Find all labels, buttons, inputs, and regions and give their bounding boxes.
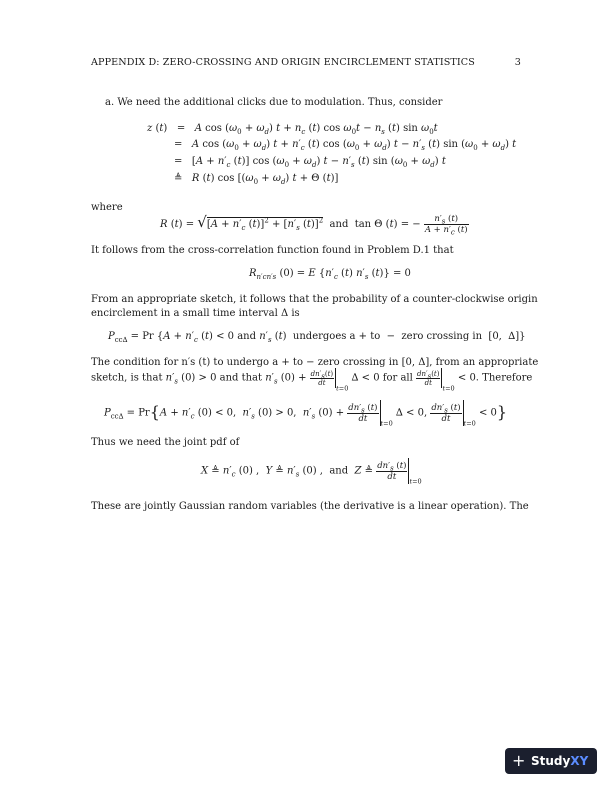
- eq-line-3: = [$A + n'_c$ (t)] $\cos (\omega_0 + \omega_d) t - n'_s$ (t) $\sin (\omega_0 + \omega_d)$ t: [174, 156, 446, 169]
- eq-line-2: = A $\cos (\omega_0 + \omega_d) t + n'_c$ (t) $\cos (\omega_0 + \omega_d) t - n'_s$ (t) $\sin (\omega_0 + \omega_d)$ t: [174, 139, 517, 152]
- studyxy-logo: [505, 748, 597, 774]
- logo-text: Study: [531, 754, 571, 768]
- eq-cross-correlation: $R_{n'cn's}$ (0) = E {$n'_c$ (t) $n'_s$ (t)} = 0: [249, 268, 411, 281]
- logo-accent: XY: [570, 754, 589, 768]
- thus-paragraph: Thus we need the joint pdf of: [91, 437, 240, 448]
- header-title: APPENDIX D: ZERO-CROSSING AND ORIGIN ENCIRCLEMENT STATISTICS: [91, 57, 475, 68]
- eq-probability-expanded: $P_{cc\Delta} = Pr\{A + n'_c$ (0) < 0, $n'_s$ (0) > 0, $n'_s$ (0) + $\frac{dn'_s (t)}{dt}$ $_{t=0}$ ∆ < 0, $\frac{dn'_s (t)}{dt}$ $_{t=0}$ < 0}: [104, 400, 507, 428]
- eq-line-1: z (t) = A $\cos (\omega_0 + \omega_d) t + n_c$ (t) $\cos \omega_0t - n_s$ (t) $\sin \omega_0t$: [147, 123, 438, 136]
- eq-line-4: ≜ R (t) $\cos [(\omega_0 + \omega_d) t + \Theta$ (t)]: [174, 173, 339, 186]
- eq-joint-variables: X ≜ $n'_c$ (0) , Y ≜ $n'_s$ (0) , and Z ≜ $\frac{dn'_s (t)}{dt}$ $_{t=0}$: [201, 458, 422, 486]
- where-label: where: [91, 202, 123, 213]
- gaussian-paragraph: These are jointly Gaussian random variables (the derivative is a linear operation). The: [91, 501, 529, 512]
- eq-probability-ccw: $P_{cc\Delta} = Pr$ {$A + n'_c$ (t) < 0 and $n'_s$ (t) undergoes a + to − zero crossing in [0, ∆]}: [108, 331, 526, 344]
- condition-paragraph-line2: sketch, is that $n'_s$ (0) > 0 and that $n'_s$ (0) + $\frac{dn'_s(t)}{dt}$ $_{t=0}$ ∆ < 0 for all $\frac{dn'_s(t)}{dt}$ $_{t=0}$ < 0. Therefore: [91, 369, 533, 393]
- plus-icon: +: [512, 751, 526, 770]
- eq-envelope-phase: R $(t) = √[A + n'_c$ $(t)]^2 + [n'_s$ (t)]$^2$ and tan Θ (t) = − $\frac{n'_s (t)}{A + n'_c (t)}$: [160, 213, 468, 237]
- page-number: 3: [514, 57, 521, 68]
- sketch-paragraph-line2: encirclement in a small time interval Δ is: [91, 308, 300, 319]
- sketch-paragraph-line1: From an appropriate sketch, it follows that the probability of a counter-clockwise origin: [91, 294, 538, 305]
- follows-paragraph: It follows from the cross-correlation function found in Problem D.1 that: [91, 245, 454, 256]
- intro-paragraph: a. We need the additional clicks due to modulation. Thus, consider: [105, 97, 443, 108]
- condition-paragraph-line1: The condition for n′s (t) to undergo a + to − zero crossing in [0, Δ], from an appropriate: [91, 357, 539, 368]
- running-header: [91, 57, 521, 68]
